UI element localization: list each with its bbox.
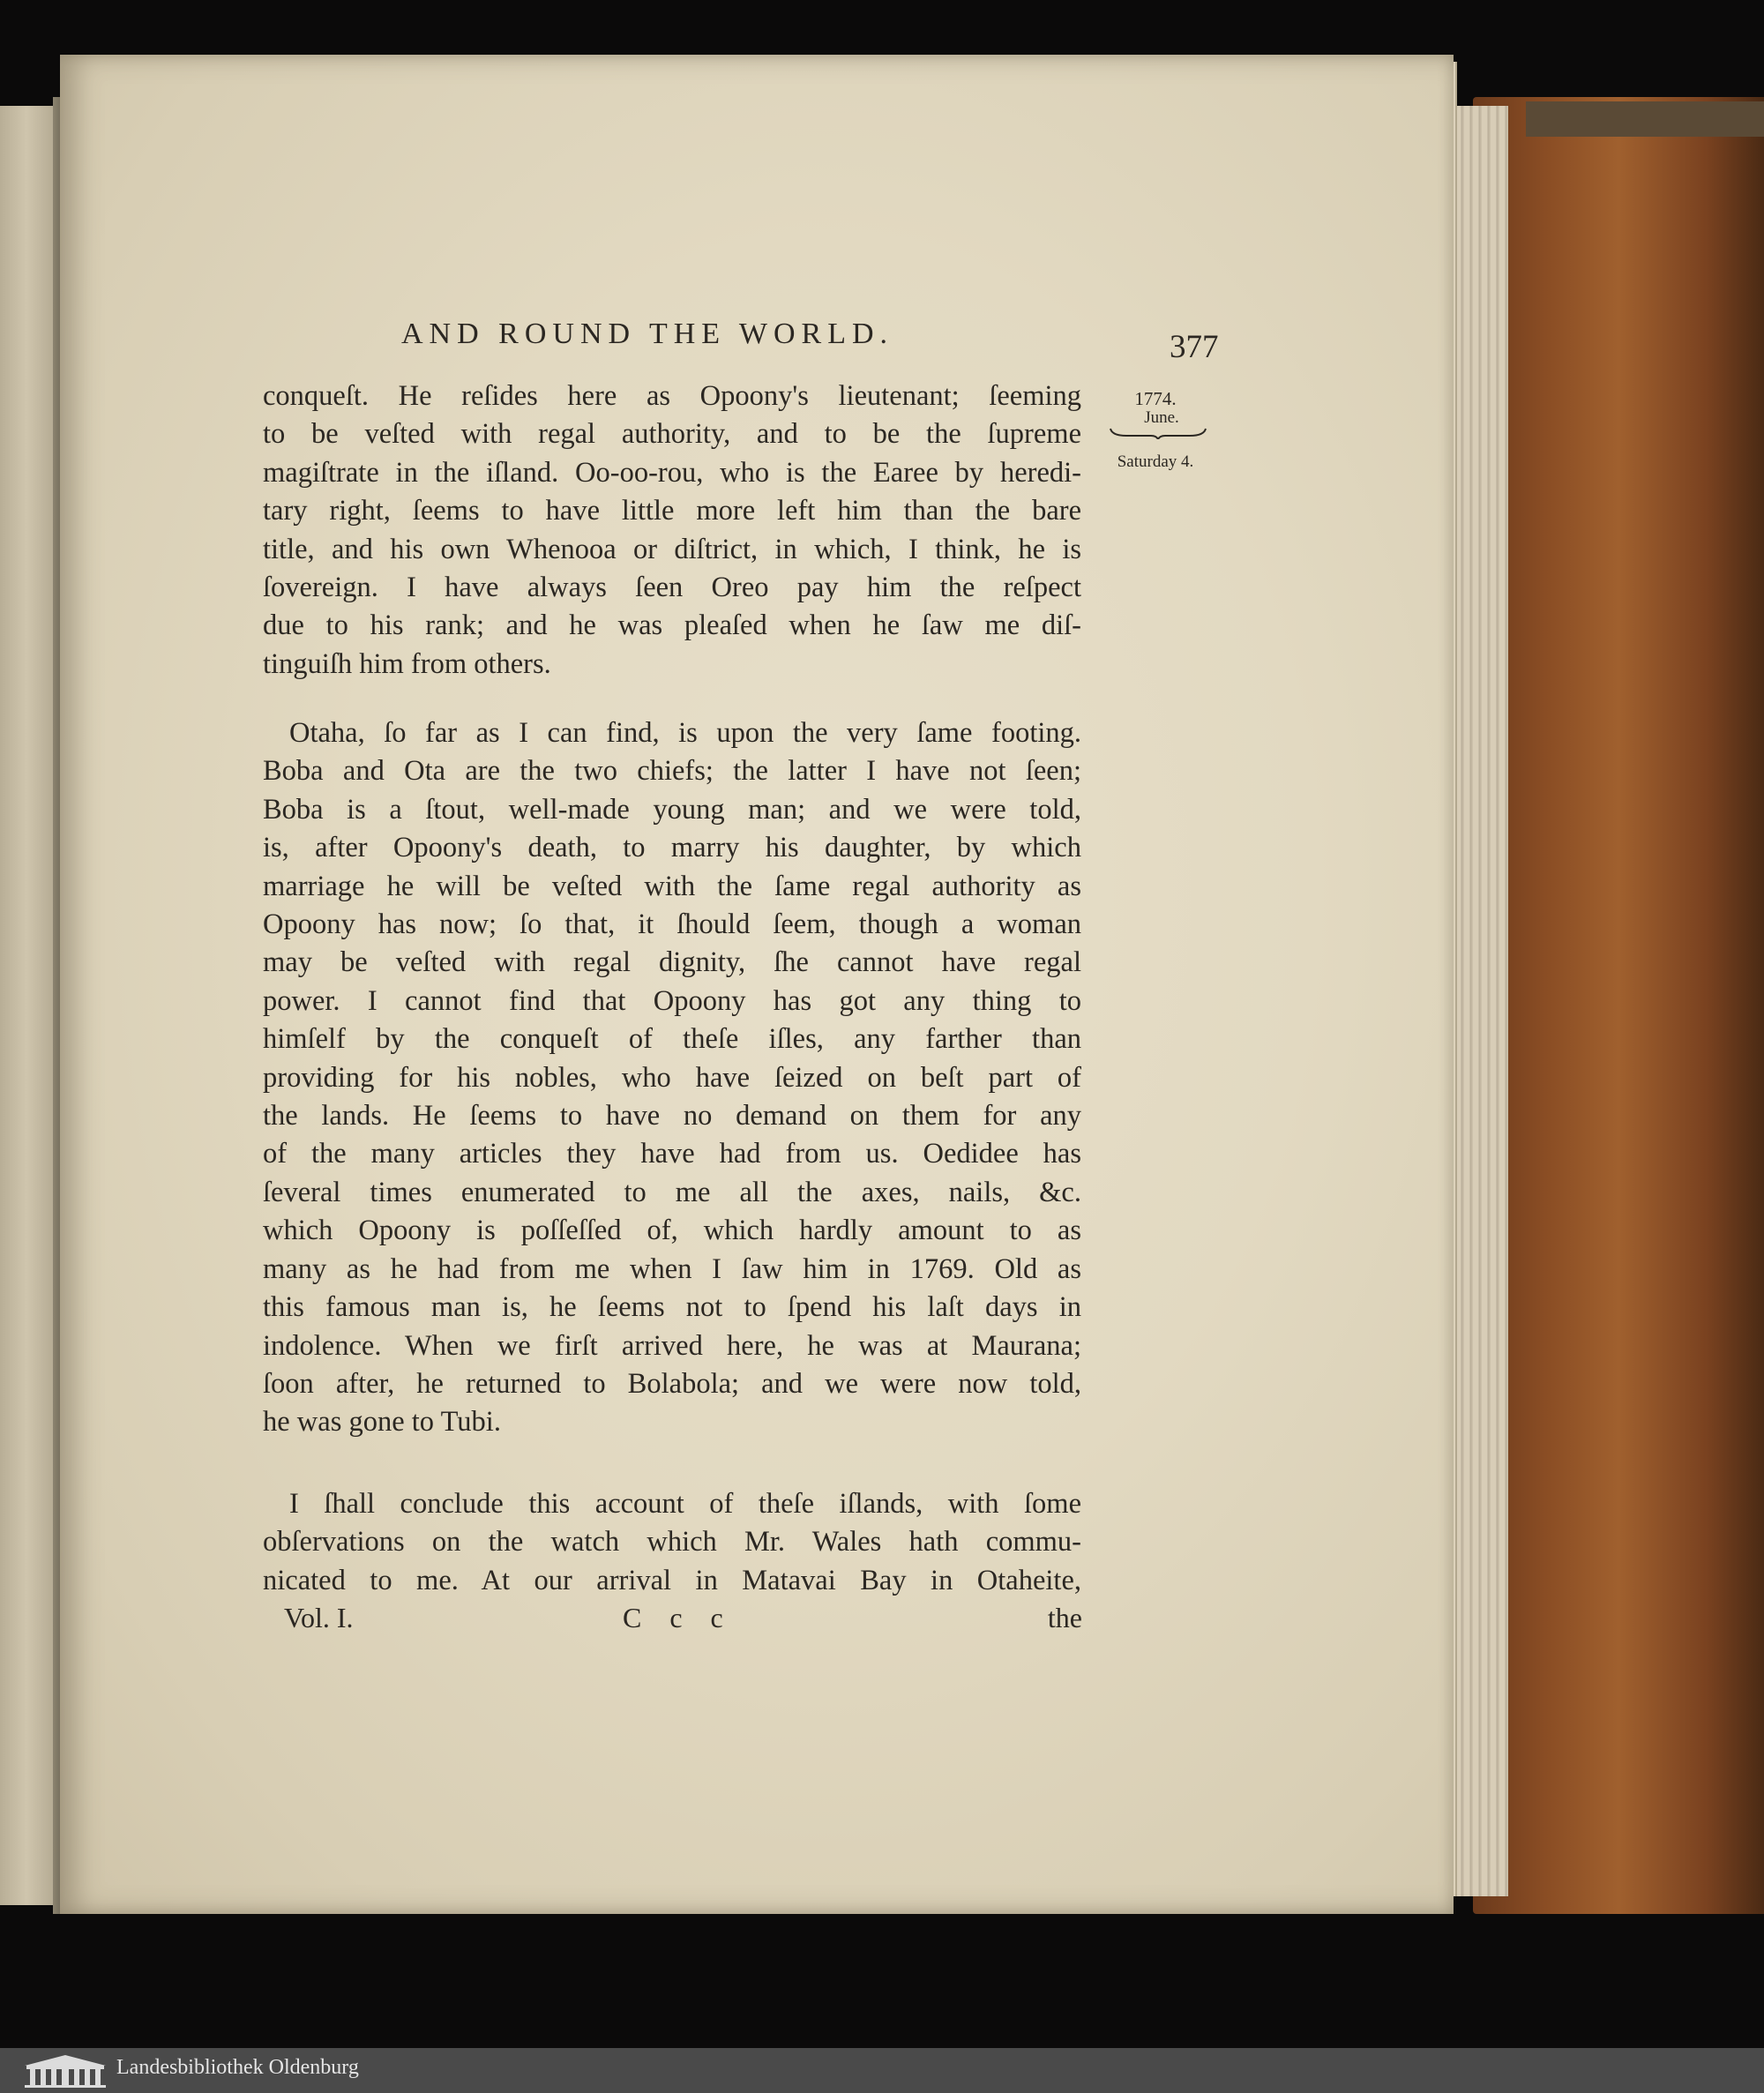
paragraph-1 bbox=[263, 377, 1081, 684]
text-line: title, and his own Whenooa or diſtrict, in which, I think, he is bbox=[263, 533, 1081, 565]
text-line: may be veſted with regal dignity, ſhe cannot have regal bbox=[263, 946, 1081, 979]
text-line: indolence. When we firſt arrived here, he was at Maurana; bbox=[263, 1329, 1081, 1362]
text-line: which Opoony is poſſeſſed of, which hardly amount to as bbox=[263, 1215, 1081, 1247]
text-line: this famous man is, he ſeems not to ſpend his laſt days in bbox=[263, 1291, 1081, 1324]
library-building-icon bbox=[21, 2053, 109, 2089]
library-name: Landesbibliothek Oldenburg bbox=[116, 2056, 359, 2079]
text-line: ſeveral times enumerated to me all the axes, nails, &c. bbox=[263, 1176, 1081, 1208]
signature-mark: C c c bbox=[623, 1602, 734, 1633]
text-line: tary right, ſeems to have little more left him than the bare bbox=[263, 495, 1081, 527]
text-line: providing for his nobles, who have ſeized on beſt part of bbox=[263, 1061, 1081, 1094]
text-line: tinguiſh him from others. bbox=[263, 647, 551, 680]
text-line: Boba and Ota are the two chiefs; the latter I have not ſeen; bbox=[263, 755, 1081, 788]
text-line: himſelf by the conqueſt of theſe iſles, any farther than bbox=[263, 1023, 1081, 1056]
text-line: marriage he will be veſted with the ſame regal authority as bbox=[263, 870, 1081, 902]
margin-note-month: June. bbox=[1144, 408, 1179, 427]
text-line: power. I cannot find that Opoony has got any thing to bbox=[263, 984, 1081, 1017]
catchword: the bbox=[1047, 1602, 1082, 1633]
text-line: is, after Opoony's death, to marry his daughter, by which bbox=[263, 832, 1081, 864]
text-line: he was gone to Tubi. bbox=[263, 1406, 501, 1439]
page-number: 377 bbox=[1170, 329, 1219, 365]
page-footer bbox=[284, 1602, 1082, 1637]
running-title: AND ROUND THE WORLD. bbox=[401, 318, 894, 350]
text-line: magiſtrate in the iſland. Oo-oo-rou, who is the Earee by heredi- bbox=[263, 456, 1081, 489]
text-line: Opoony has now; ſo that, it ſhould ſeem, though a woman bbox=[263, 908, 1081, 941]
text-line: nicated to me. At our arrival in Matavai Bay in Otaheite, bbox=[263, 1564, 1081, 1596]
text-line: many as he had from me when I ſaw him in 1769. Old as bbox=[263, 1252, 1081, 1285]
text-line: Boba is a ſtout, well-made young man; and we were told, bbox=[263, 793, 1081, 826]
book-cover-top bbox=[1526, 101, 1764, 137]
text-line: due to his rank; and he was pleaſed when he ſaw me diſ- bbox=[263, 609, 1081, 642]
text-line: the lands. He ſeems to have no demand on them for any bbox=[263, 1100, 1081, 1132]
margin-note-day: Saturday 4. bbox=[1117, 452, 1194, 471]
text-line: ſoon after, he returned to Bolabola; and we were now told, bbox=[263, 1367, 1081, 1400]
text-line: ſovereign. I have always ſeen Oreo pay him the reſpect bbox=[263, 572, 1081, 604]
book-cover bbox=[1473, 97, 1764, 1914]
volume-label: Vol. I. bbox=[284, 1602, 354, 1633]
text-line: I ſhall conclude this account of theſe iſlands, with ſome bbox=[289, 1488, 1081, 1520]
text-line: to be veſted with regal authority, and to be the ſupreme bbox=[263, 418, 1081, 451]
text-line: conqueſt. He reſides here as Opoony's lieutenant; ſeeming bbox=[263, 380, 1081, 412]
text-line: Otaha, ſo far as I can find, is upon the very ſame footing. bbox=[289, 717, 1081, 749]
paragraph-3 bbox=[263, 1485, 1081, 1600]
text-line: of the many articles they have had from us. Oedidee has bbox=[263, 1138, 1081, 1170]
margin-brace bbox=[1109, 427, 1207, 439]
paragraph-2 bbox=[263, 714, 1081, 1442]
text-line: obſervations on the watch which Mr. Wales hath commu- bbox=[263, 1526, 1081, 1559]
margin-note-year: 1774. bbox=[1134, 388, 1177, 409]
